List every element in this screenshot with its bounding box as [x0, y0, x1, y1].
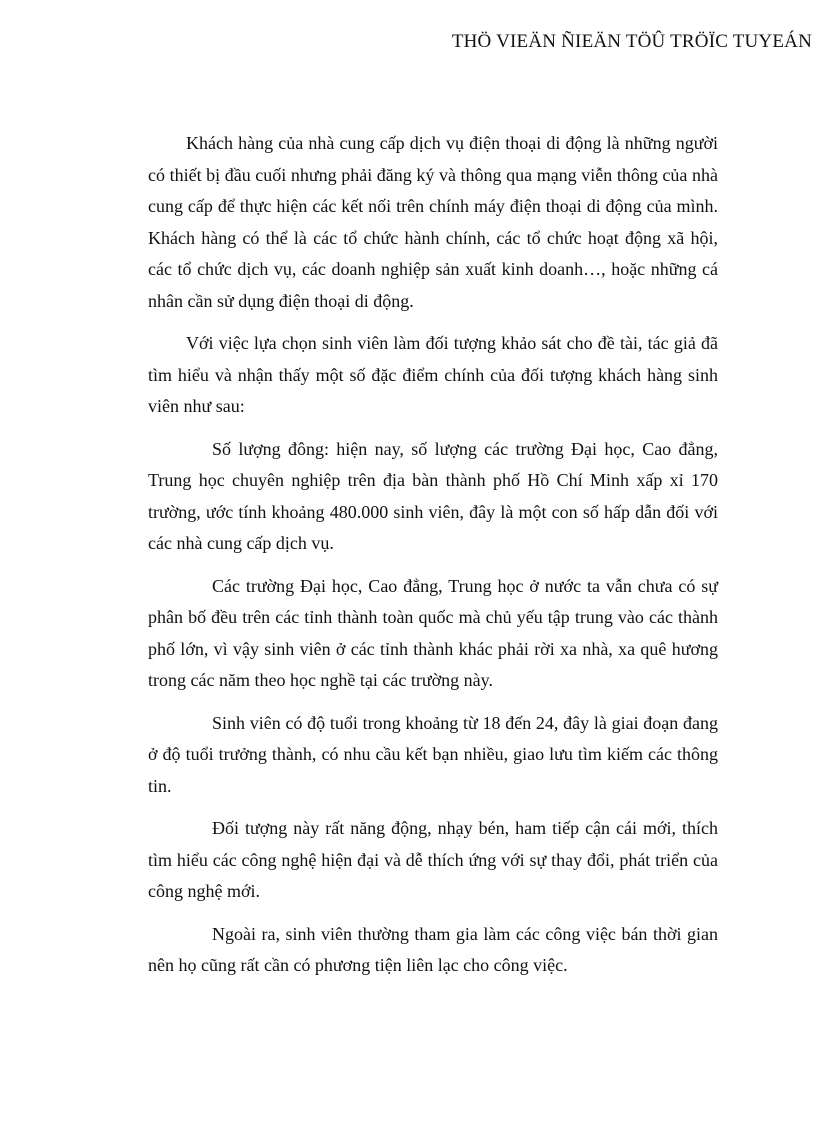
paragraph-students-intro: Với việc lựa chọn sinh viên làm đối tượng khảo sát cho đề tài, tác giả đã tìm hiểu và nhận thấy một số đặc điểm chính của đối tượng khách hàng sinh viên như sau:	[148, 333, 718, 416]
paragraph-student-age: Sinh viên có độ tuổi trong khoảng từ 18 đến 24, đây là giai đoạn đang ở độ tuổi trưởng thành, có nhu cầu kết bạn nhiều, giao lưu tìm kiếm các thông tin.	[148, 712, 718, 796]
paragraph-customers: Khách hàng của nhà cung cấp dịch vụ điện thoại di động là những người có thiết bị đầu cuối nhưng phải đăng ký và thông qua mạng viễn thông của nhà cung cấp để thực hiện các kết nối trên chính máy điện thoại di động của mình. Khách hàng có thể là các tổ chức hành chính, các tổ chức hoạt động xã hội, các tổ chức dịch vụ, các doanh nghiệp sản xuất kinh doanh…, hoặc những cá nhân cần sử dụng điện thoại di động.	[148, 133, 718, 311]
paragraph-part-time-work: Ngoài ra, sinh viên thường tham gia làm các công việc bán thời gian nên họ cũng rất cần có phương tiện liên lạc cho công việc.	[148, 923, 718, 975]
document-body	[148, 128, 718, 993]
paragraph-student-dynamics: Đối tượng này rất năng động, nhạy bén, ham tiếp cận cái mới, thích tìm hiểu các công nghệ hiện đại và dễ thích ứng với sự thay đổi, phát triển của công nghệ mới.	[148, 818, 718, 901]
paragraph-student-count: Số lượng đông: hiện nay, số lượng các trường Đại học, Cao đẳng, Trung học chuyên nghiệp trên địa bàn thành phố Hồ Chí Minh xấp xỉ 170 trường, ước tính khoảng 480.000 sinh viên, đây là một con số hấp dẫn đối với các nhà cung cấp dịch vụ.	[148, 438, 718, 553]
paragraph-school-distribution: Các trường Đại học, Cao đẳng, Trung học ở nước ta vẫn chưa có sự phân bố đều trên các tỉnh thành toàn quốc mà chủ yếu tập trung vào các thành phố lớn, vì vậy sinh viên ở các tỉnh thành khác phải rời xa nhà, xa quê hương trong các năm theo học nghề tại các trường này.	[148, 575, 718, 690]
page-header: THÖ VIEÄN ÑIEÄN TÖÛ TRÖÏC TUYEÁN	[451, 31, 812, 52]
